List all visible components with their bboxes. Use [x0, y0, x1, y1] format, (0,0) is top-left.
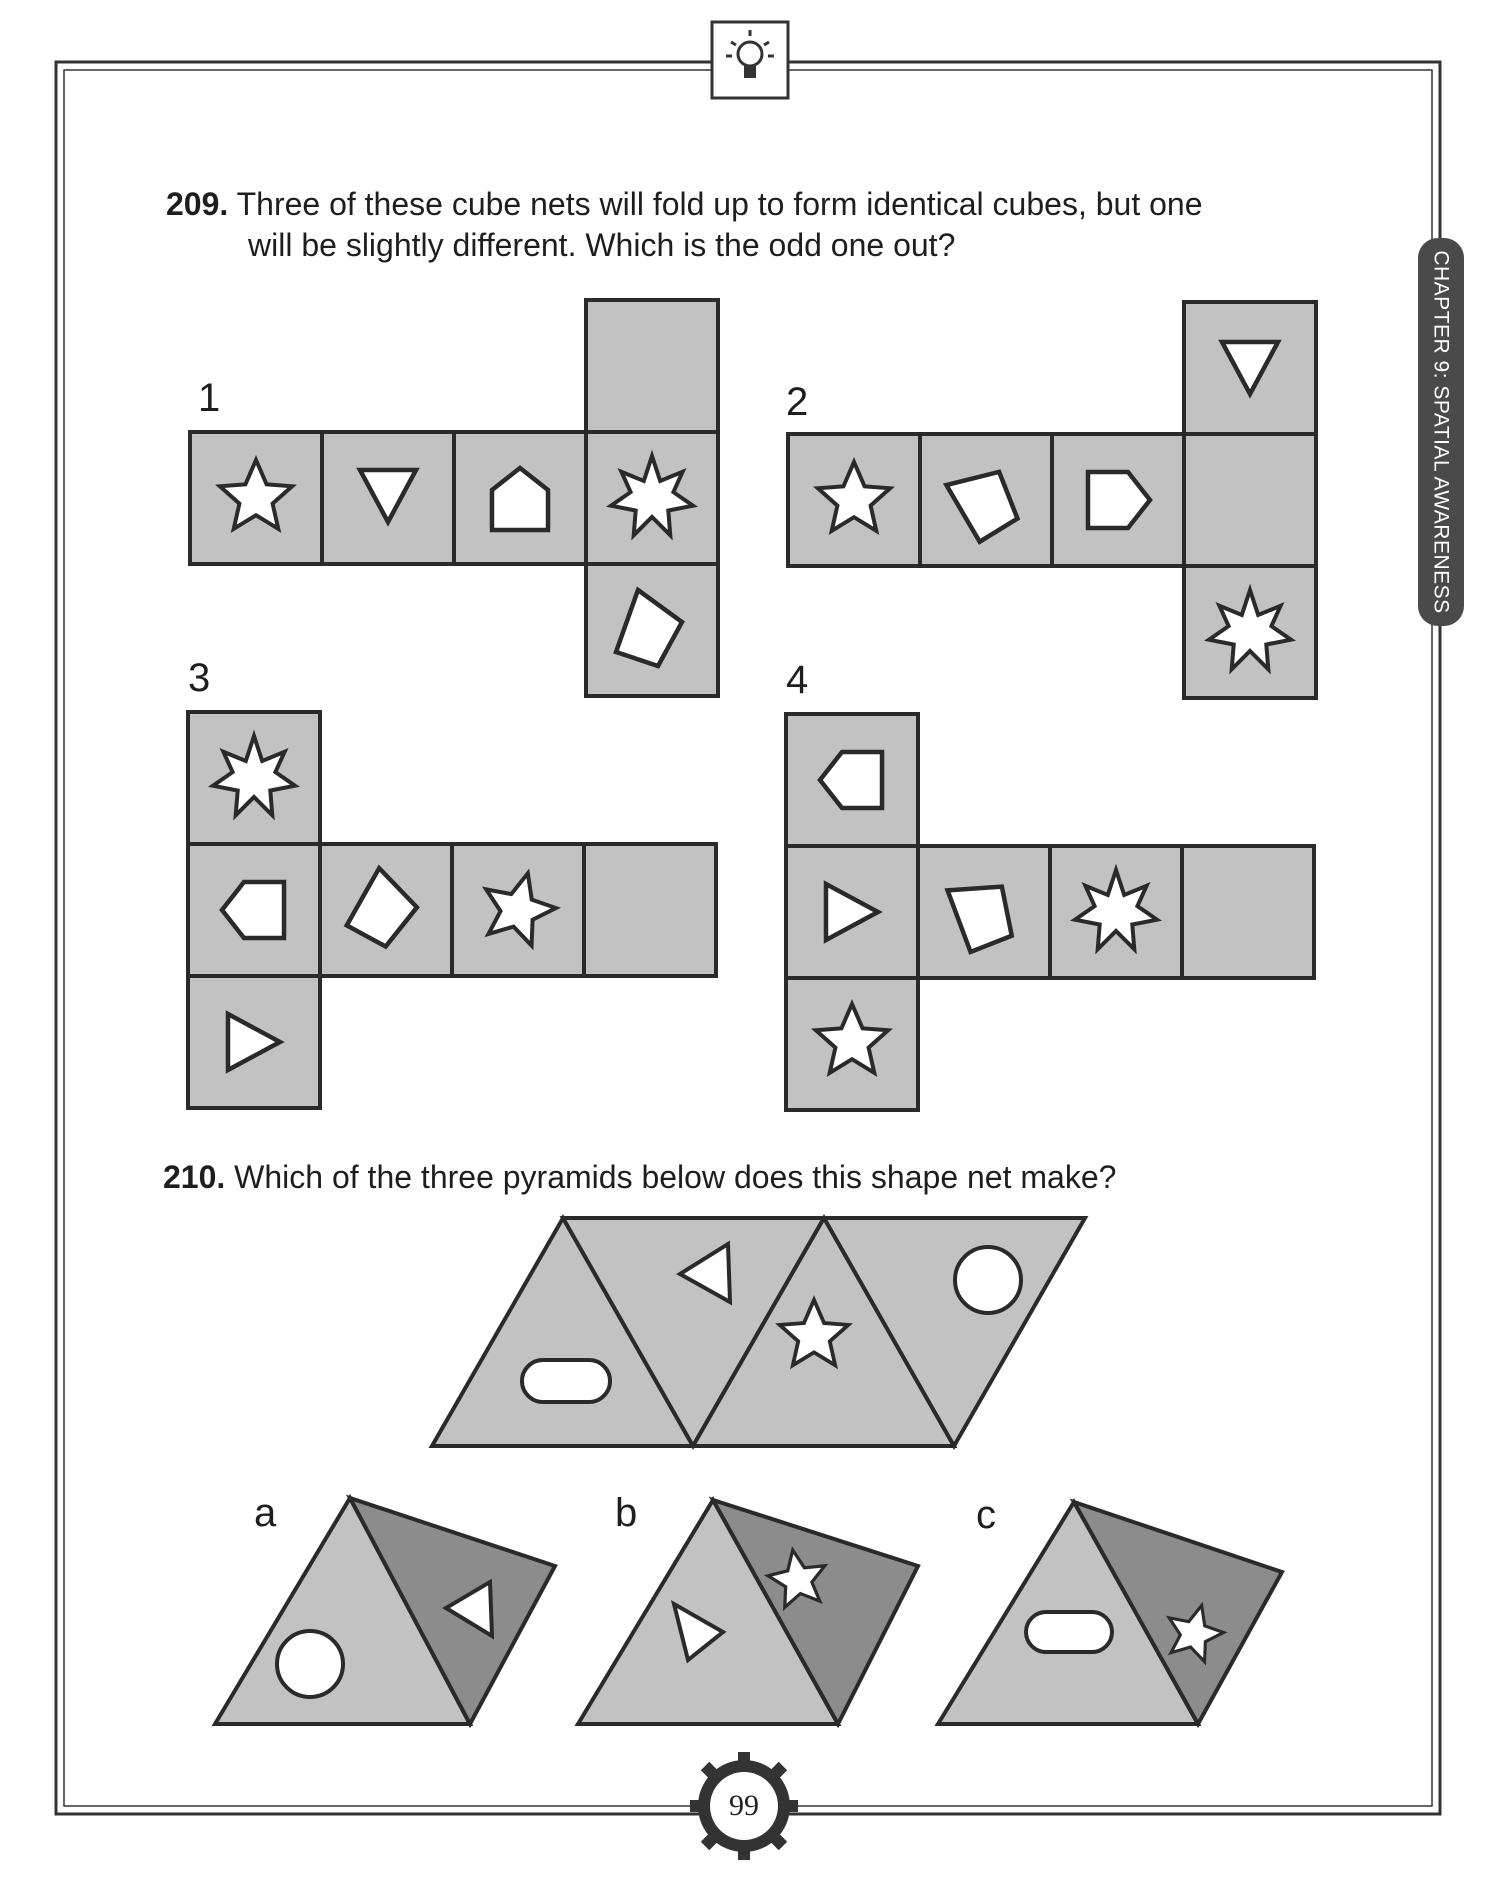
option-label-c: c — [976, 1493, 996, 1537]
question-210-text: Which of the three pyramids below does this shape net make? — [234, 1159, 1117, 1195]
question-210 — [163, 1157, 1363, 1198]
cube-net-4[interactable] — [786, 714, 1314, 1110]
question-209-number: 209. — [166, 186, 229, 222]
net4-face-4 — [1182, 846, 1314, 978]
net1-face-top — [586, 300, 718, 432]
circle-symbol — [955, 1247, 1021, 1313]
question-210-number: 210. — [163, 1159, 226, 1195]
cube-net-3[interactable] — [188, 712, 716, 1108]
option-label-2: 2 — [786, 380, 809, 424]
option-label-1: 1 — [198, 376, 221, 420]
pyramid-net — [432, 1218, 1085, 1446]
page-number: 99 — [729, 1789, 759, 1822]
pill-symbol — [522, 1360, 610, 1402]
option-label-a: a — [254, 1491, 277, 1535]
option-label-3: 3 — [188, 656, 211, 700]
option-label-4: 4 — [786, 658, 809, 702]
net2-face-4 — [1184, 434, 1316, 566]
lightbulb-icon — [712, 22, 788, 98]
question-209-line1: Three of these cube nets will fold up to form identical cubes, but one — [236, 186, 1203, 222]
option-label-b: b — [615, 1491, 638, 1535]
cube-net-1[interactable] — [188, 300, 718, 700]
question-209-line2: will be slightly different. Which is the odd one out? — [248, 227, 956, 263]
cube-net-2[interactable] — [786, 302, 1316, 702]
chapter-side-tab-label: CHAPTER 9: SPATIAL AWARENESS — [1430, 250, 1453, 614]
net3-face-4 — [584, 844, 716, 976]
chapter-side-tab — [1418, 238, 1464, 626]
question-209 — [166, 184, 1366, 266]
